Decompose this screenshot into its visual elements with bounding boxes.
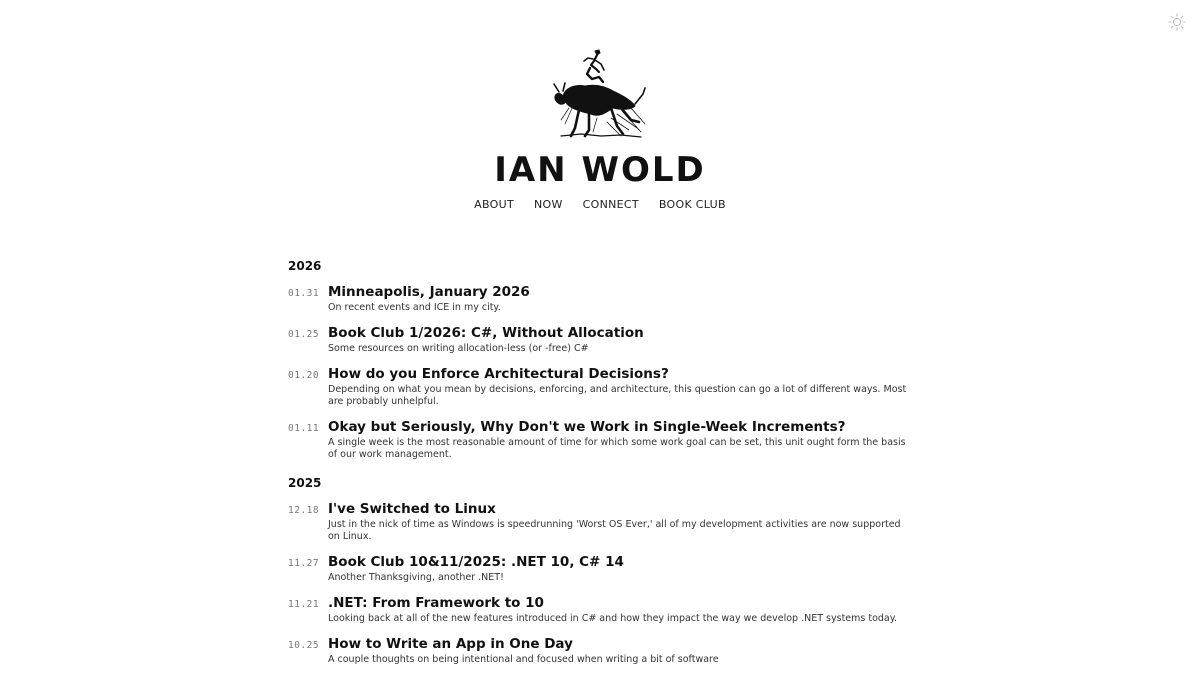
post-title-link[interactable]: Book Club 10&11/2025: .NET 10, C# 14	[328, 554, 624, 570]
post-description: Some resources on writing allocation-less (or -free) C#	[328, 343, 589, 354]
post-date: 11.27	[288, 558, 320, 569]
site-title[interactable]: IAN WOLD	[494, 150, 706, 190]
post-list	[288, 254, 912, 676]
post-title-link[interactable]: .NET: From Framework to 10	[328, 595, 544, 611]
post-item	[288, 553, 912, 584]
post-description: Just in the nick of time as Windows is speedrunning 'Worst OS Ever,' all of my development activities are now supported on Linux.	[328, 519, 901, 542]
nav-about[interactable]: ABOUT	[474, 198, 514, 211]
post-date: 01.31	[288, 288, 320, 299]
post-date: 01.20	[288, 370, 320, 381]
post-description: On recent events and ICE in my city.	[328, 302, 501, 313]
post-date: 11.21	[288, 599, 320, 610]
post-description: Looking back at all of the new features introduced in C# and how they impact the way we develop .NET systems today.	[328, 613, 898, 624]
nav-connect[interactable]: CONNECT	[582, 198, 639, 211]
nav-now[interactable]: NOW	[533, 198, 563, 211]
post-title-link[interactable]: How to Write an App in One Day	[328, 636, 573, 652]
post-description: A single week is the most reasonable amount of time for which some work goal can be set, this unit ought form the basis of our work management.	[328, 437, 906, 460]
post-title-link[interactable]: How do you Enforce Architectural Decisions?	[328, 366, 669, 382]
post-item	[288, 365, 912, 408]
nav-book-club[interactable]: BOOK CLUB	[658, 198, 726, 211]
post-item	[288, 594, 912, 625]
post-title-link[interactable]: Minneapolis, January 2026	[328, 284, 530, 300]
post-title-link[interactable]: I've Switched to Linux	[328, 501, 496, 517]
main-nav	[0, 197, 1200, 213]
post-date: 01.25	[288, 329, 320, 340]
post-description: Depending on what you mean by decisions, enforcing, and architecture, this question can go a lot of different ways. Most are probably unhelpful.	[328, 384, 907, 407]
post-title-link[interactable]: Book Club 1/2026: C#, Without Allocation	[328, 325, 644, 341]
sun-icon[interactable]	[1168, 13, 1186, 31]
post-title-link[interactable]: Okay but Seriously, Why Don't we Work in Single-Week Increments?	[328, 419, 846, 435]
post-item	[288, 418, 912, 461]
bull-rider-logo[interactable]	[551, 48, 649, 142]
year-heading: 2026	[288, 259, 322, 273]
post-description: Another Thanksgiving, another .NET!	[328, 572, 504, 583]
post-item	[288, 635, 912, 666]
year-heading: 2025	[288, 476, 322, 490]
post-description: A couple thoughts on being intentional and focused when writing a bit of software	[328, 654, 719, 665]
post-date: 01.11	[288, 423, 320, 434]
post-item	[288, 500, 912, 543]
post-item	[288, 283, 912, 314]
post-date: 10.25	[288, 640, 320, 651]
post-item	[288, 324, 912, 355]
post-date: 12.18	[288, 505, 320, 516]
